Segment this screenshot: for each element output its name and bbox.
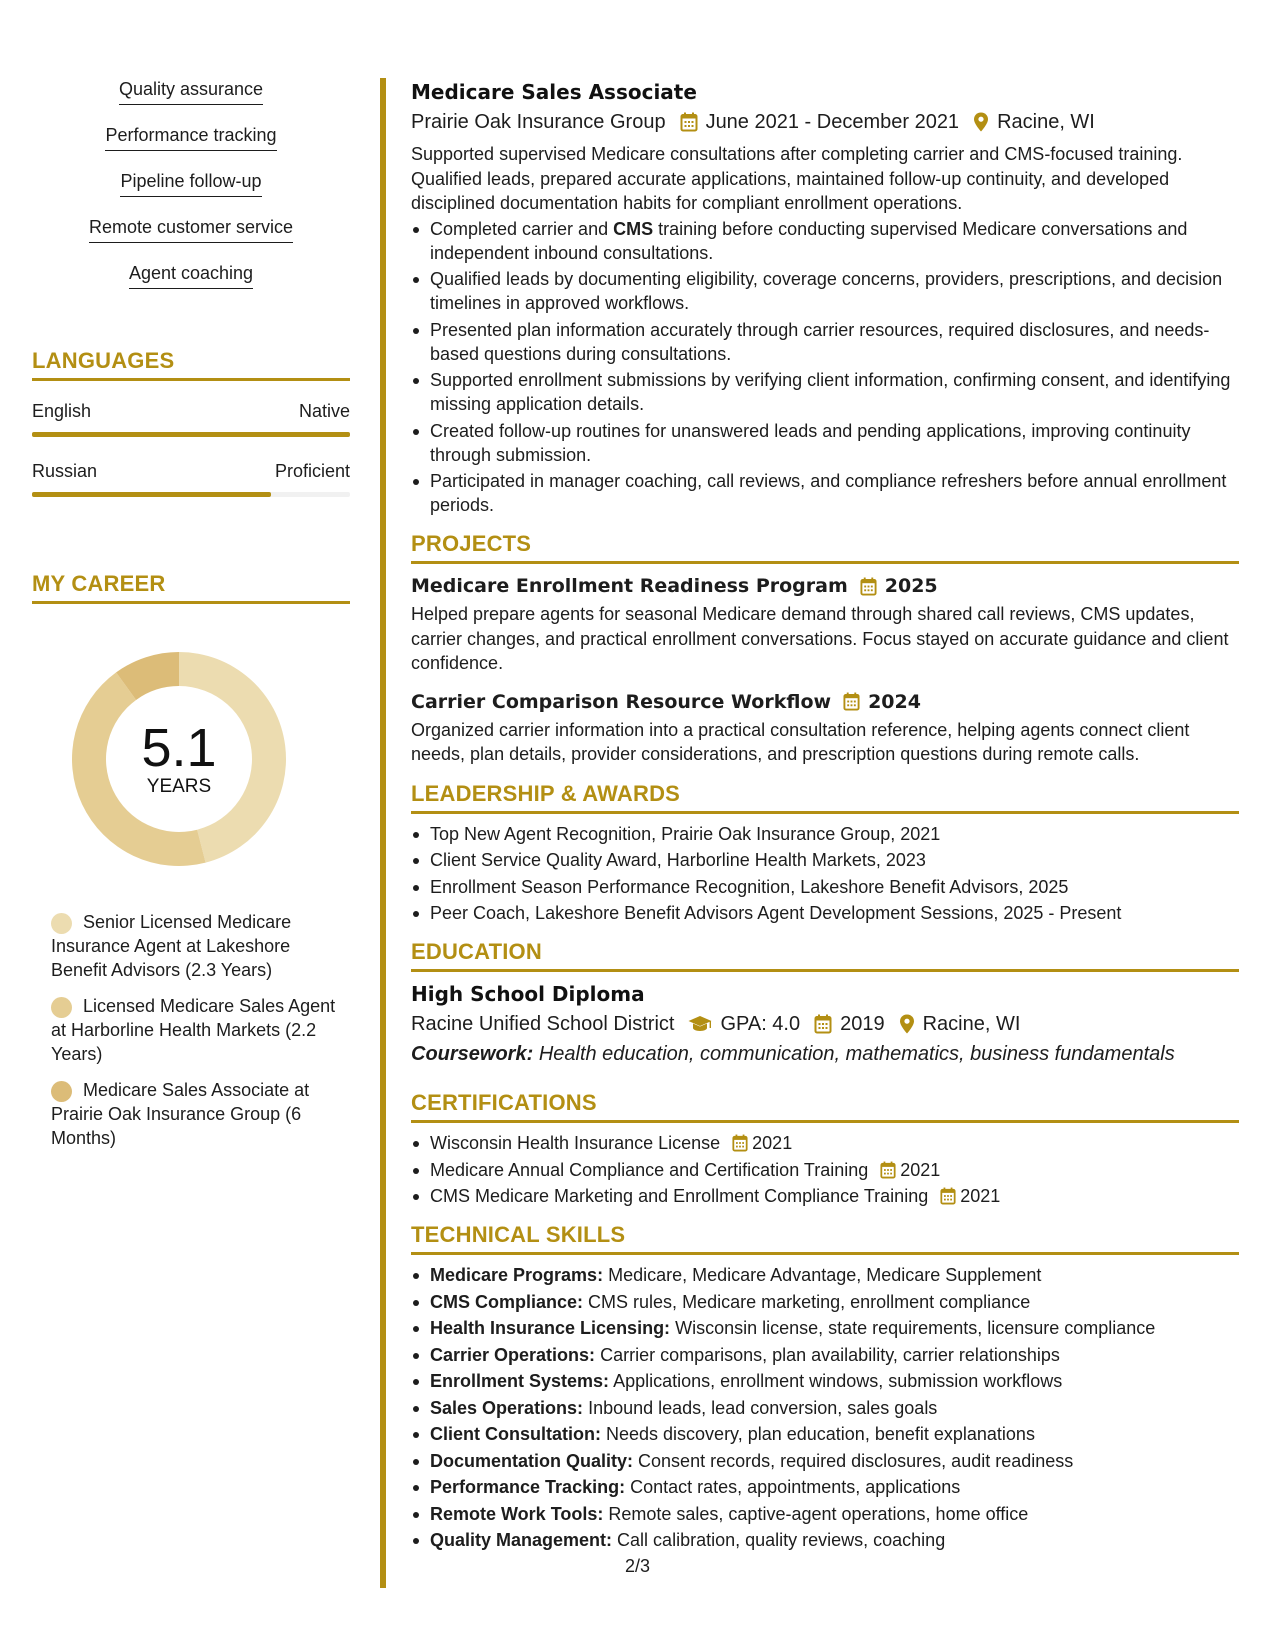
list-item	[411, 1263, 1239, 1287]
skill-values: Applications, enrollment windows, submission workflows	[613, 1371, 1063, 1391]
skill-values: Medicare, Medicare Advantage, Medicare Supplement	[608, 1265, 1042, 1285]
skill-values: CMS rules, Medicare marketing, enrollment compliance	[588, 1291, 1031, 1312]
skill-values: Inbound leads, lead conversion, sales goals	[588, 1397, 938, 1418]
language-proficiency-fill	[32, 492, 271, 497]
list-item	[411, 1422, 1239, 1446]
career-legend	[32, 910, 350, 1150]
list-item	[411, 1396, 1239, 1420]
career-total-unit: YEARS	[146, 776, 212, 797]
skill-values: Remote sales, captive-agent operations, home office	[608, 1503, 1029, 1524]
education-location: Racine, WI	[922, 1013, 1021, 1035]
skill-tag: Remote customer service	[89, 216, 293, 243]
education-meta	[411, 1010, 1239, 1038]
skill-tag: Quality assurance	[119, 78, 263, 105]
career-legend-item	[51, 994, 350, 1066]
project-year: 2024	[868, 690, 921, 713]
coursework-label: Coursework:	[411, 1043, 534, 1065]
coursework	[411, 1040, 1239, 1068]
technical-skills-heading: TECHNICAL SKILLS	[411, 1222, 1239, 1255]
projects-heading: PROJECTS	[411, 531, 1239, 564]
certifications-list	[411, 1131, 1239, 1208]
job-bullets	[411, 217, 1239, 518]
calendar-icon	[814, 1014, 832, 1034]
bullet-text: Completed carrier and	[430, 218, 614, 239]
legend-dot-icon	[51, 1081, 72, 1102]
career-legend-text: Senior Licensed Medicare Insurance Agent at Lakeshore Benefit Advisors (2.3 Years)	[51, 912, 292, 980]
skill-category: Quality Management:	[430, 1530, 613, 1550]
skill-tag: Pipeline follow-up	[120, 170, 261, 197]
skill-values: Carrier comparisons, plan availability, carrier relationships	[600, 1344, 1060, 1365]
calendar-icon	[860, 577, 877, 596]
skill-tag: Performance tracking	[105, 124, 276, 151]
education-entry	[411, 980, 1239, 1068]
career-total-value: 5.1	[141, 718, 217, 778]
experience-entry	[411, 78, 1239, 517]
job-summary: Supported supervised Medicare consultations after completing carrier and CMS-focused training. Qualified leads, prepared accurate applications, maintained follow-up continuity, and developed disciplined documentation habits for compliant enrollment operations.	[411, 144, 1183, 213]
language-level: Native	[298, 401, 350, 421]
list-item: Enrollment Season Performance Recognition, Lakeshore Benefit Advisors, 2025	[411, 875, 1239, 899]
list-item	[411, 1290, 1239, 1314]
certification-year: 2021	[900, 1159, 941, 1180]
language-level: Proficient	[274, 461, 350, 481]
project-entry	[411, 688, 1239, 767]
leadership-heading: LEADERSHIP & AWARDS	[411, 781, 1239, 814]
column-divider	[380, 78, 386, 1588]
graduation-year: 2019	[840, 1013, 885, 1035]
bullet-text: training before conducting supervised Medicare conversations and independent inbound consultations.	[430, 218, 1188, 263]
list-item: Presented plan information accurately through carrier resources, required disclosures, and needs-based questions during consultations.	[411, 318, 1239, 366]
coursework-text: Health education, communication, mathematics, business fundamentals	[538, 1043, 1175, 1065]
job-dates: June 2021 - December 2021	[705, 111, 960, 133]
skill-values: Call calibration, quality reviews, coaching	[617, 1530, 946, 1550]
project-entry	[411, 572, 1239, 676]
list-item	[411, 1528, 1239, 1552]
job-title: Medicare Sales Associate	[411, 80, 697, 104]
certifications-heading: CERTIFICATIONS	[411, 1090, 1239, 1123]
list-item: Peer Coach, Lakeshore Benefit Advisors Agent Development Sessions, 2025 - Present	[411, 901, 1239, 925]
degree-title: High School Diploma	[411, 982, 645, 1006]
gpa: GPA: 4.0	[720, 1013, 801, 1035]
list-item	[411, 217, 1239, 265]
list-item: Top New Agent Recognition, Prairie Oak Insurance Group, 2021	[411, 822, 1239, 846]
skill-values: Consent records, required disclosures, audit readiness	[638, 1450, 1074, 1471]
language-proficiency-bar	[32, 432, 350, 437]
skill-category: Medicare Programs:	[430, 1265, 604, 1285]
certification-name: Medicare Annual Compliance and Certification Training	[430, 1159, 869, 1180]
language-name: English	[32, 401, 92, 421]
project-title: Medicare Enrollment Readiness Program	[411, 575, 848, 597]
location-pin-icon	[973, 112, 989, 132]
languages-heading: LANGUAGES	[32, 348, 350, 381]
skill-category: Performance Tracking:	[430, 1477, 626, 1497]
skill-tags	[32, 78, 350, 308]
language-proficiency-bar	[32, 492, 350, 497]
certification-name: CMS Medicare Marketing and Enrollment Compliance Training	[430, 1186, 929, 1206]
sidebar	[32, 78, 350, 1162]
skill-category: Enrollment Systems:	[430, 1371, 610, 1391]
calendar-icon	[880, 1161, 896, 1179]
career-legend-text: Licensed Medicare Sales Agent at Harborline Health Markets (2.2 Years)	[51, 996, 336, 1064]
certification-year: 2021	[752, 1133, 793, 1153]
career-legend-item	[51, 1078, 350, 1150]
skill-values: Contact rates, appointments, applications	[630, 1477, 961, 1497]
project-year: 2025	[884, 575, 938, 597]
list-item	[411, 1449, 1239, 1473]
job-location: Racine, WI	[997, 111, 1095, 133]
graduation-cap-icon	[688, 1015, 712, 1033]
skill-category: CMS Compliance:	[430, 1291, 584, 1312]
career-legend-text: Medicare Sales Associate at Prairie Oak Insurance Group (6 Months)	[51, 1080, 310, 1148]
calendar-icon	[732, 1134, 748, 1152]
list-item	[411, 1316, 1239, 1340]
list-item	[411, 1158, 1239, 1182]
career-heading: MY CAREER	[32, 571, 350, 604]
certification-name: Wisconsin Health Insurance License	[430, 1133, 721, 1153]
skill-category: Client Consultation:	[430, 1424, 601, 1444]
calendar-icon	[843, 692, 860, 711]
list-item: Supported enrollment submissions by verifying client information, confirming consent, and identifying missing application details.	[411, 368, 1239, 416]
bullet-bold-text: CMS	[613, 218, 654, 239]
list-item: Created follow-up routines for unanswered leads and pending applications, improving continuity through submission.	[411, 419, 1239, 467]
legend-dot-icon	[51, 997, 72, 1018]
page-number: 2/3	[624, 1556, 651, 1576]
education-heading: EDUCATION	[411, 939, 1239, 972]
skill-category: Sales Operations:	[430, 1397, 584, 1418]
list-item	[411, 1184, 1239, 1208]
calendar-icon	[680, 112, 698, 132]
list-item: Qualified leads by documenting eligibility, coverage concerns, providers, prescriptions, and decision timelines in approved workflows.	[411, 267, 1239, 315]
leadership-list	[411, 822, 1239, 926]
career-donut-chart	[66, 646, 292, 872]
career-legend-item	[51, 910, 350, 982]
list-item	[411, 1475, 1239, 1499]
project-title: Carrier Comparison Resource Workflow	[411, 690, 832, 713]
project-description: Organized carrier information into a practical consultation reference, helping agents connect client needs, plan details, provider considerations, and prescription questions during remote calls.	[411, 719, 1190, 764]
skill-values: Needs discovery, plan education, benefit explanations	[606, 1424, 1035, 1444]
project-description: Helped prepare agents for seasonal Medicare demand through shared call reviews, CMS updates, carrier changes, and practical enrollment conversations. Focus stayed on accurate guidance and client confidence.	[411, 604, 1229, 673]
skill-category: Remote Work Tools:	[430, 1503, 604, 1524]
technical-skills-list	[411, 1263, 1239, 1552]
main-content	[411, 78, 1239, 1555]
job-meta	[411, 108, 1239, 136]
language-name: Russian	[32, 461, 98, 481]
skill-values: Wisconsin license, state requirements, licensure compliance	[675, 1318, 1156, 1338]
donut-center	[66, 646, 292, 872]
company-name: Prairie Oak Insurance Group	[411, 111, 666, 133]
list-item	[411, 1369, 1239, 1393]
language-proficiency-fill	[32, 432, 350, 437]
skill-tag: Agent coaching	[129, 262, 253, 289]
list-item: Client Service Quality Award, Harborline Health Markets, 2023	[411, 848, 1239, 872]
certification-year: 2021	[960, 1186, 1001, 1206]
list-item	[411, 1343, 1239, 1367]
skill-category: Health Insurance Licensing:	[430, 1318, 671, 1338]
skill-category: Carrier Operations:	[430, 1344, 596, 1365]
list-item	[411, 1502, 1239, 1526]
school-name: Racine Unified School District	[411, 1013, 675, 1035]
language-item	[32, 401, 350, 437]
legend-dot-icon	[51, 913, 72, 934]
language-item	[32, 461, 350, 497]
list-item: Participated in manager coaching, call reviews, and compliance refreshers before annual enrollment periods.	[411, 469, 1239, 517]
calendar-icon	[940, 1187, 956, 1205]
location-pin-icon	[899, 1014, 915, 1034]
list-item	[411, 1131, 1239, 1155]
skill-category: Documentation Quality:	[430, 1450, 634, 1471]
